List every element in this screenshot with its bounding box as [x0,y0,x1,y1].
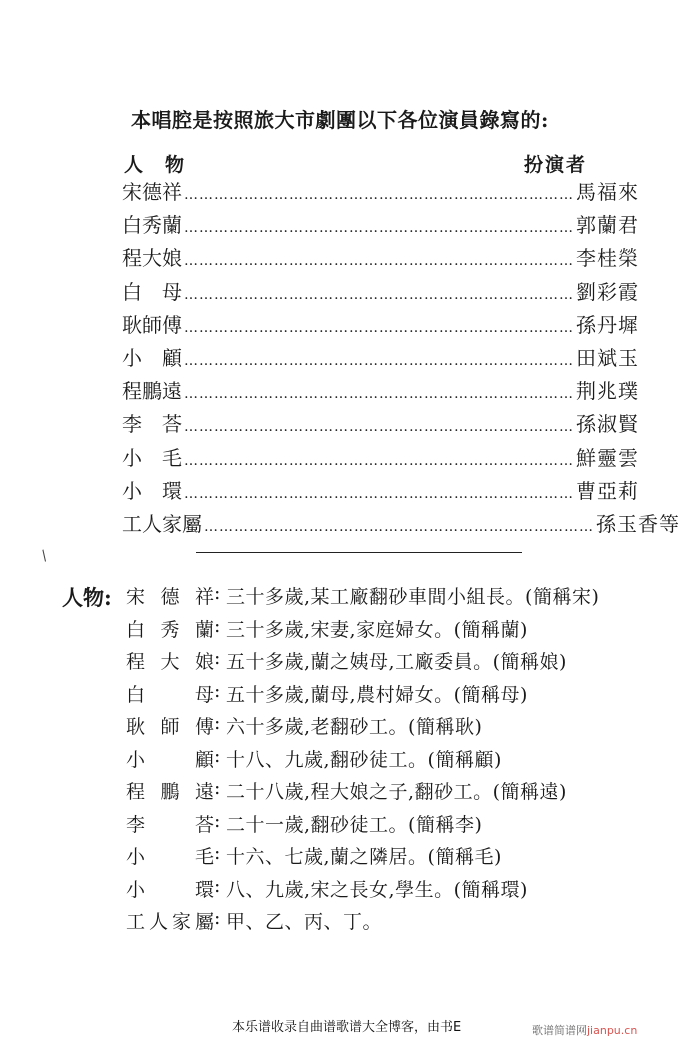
colon: : [214,614,221,637]
person-description: 二十八歲,程大娘之子,翻砂工。(簡稱遠) [226,781,567,803]
person-description: 三十多歲,宋妻,家庭婦女。(簡稱蘭) [226,618,528,641]
person-description: 二十一歲,翻砂徒工。(簡稱李) [226,813,483,836]
person-row [126,842,646,875]
colon: : [214,842,221,864]
persons-label: 人物: [62,585,112,610]
colon: : [214,582,221,604]
cast-row [122,176,639,209]
person-row [126,647,646,680]
cast-row [122,475,639,508]
cast-row [122,375,639,408]
cast-role: 小 顧 [122,345,182,370]
person-description: 甲、乙、丙、丁。 [226,911,383,933]
cast-role: 程大娘 [122,246,182,271]
person-row [126,680,646,713]
person-row [126,777,646,810]
cast-actor: 馬福來 [576,180,639,204]
cast-row [122,276,639,309]
person-name: 白 母 [126,683,214,706]
colon: : [214,874,221,897]
person-name: 小 毛 [126,846,214,868]
persons-list [126,582,646,940]
person-description: 十六、七歲,蘭之隣居。(簡稱毛) [226,846,502,868]
colon: : [214,809,221,832]
leader-dots: …………………………………………………………………… [184,220,574,237]
cast-role: 耿師傅 [122,312,182,337]
watermark-prefix: 歌谱简谱网 [532,1024,587,1037]
column-header-role: 人物 [124,154,207,176]
leader-dots: …………………………………………………………………… [184,319,574,336]
person-name: 程大娘 [126,651,214,673]
stray-mark: / [38,547,51,565]
person-name: 工人家屬 [126,911,214,933]
cast-actor: 孫玉香等 [596,511,680,536]
cast-actor: 鮮靈雲 [576,445,639,470]
person-name: 小 環 [126,878,214,901]
colon: : [214,712,221,734]
cast-role: 宋德祥 [122,180,182,204]
person-name: 小 顧 [126,748,214,771]
cast-role: 白 母 [122,279,182,304]
person-name: 宋德祥 [126,586,214,608]
site-watermark [532,1022,637,1038]
person-name: 耿師傅 [126,716,214,738]
cast-role: 小 環 [122,478,182,503]
person-row [126,745,646,778]
person-description: 六十多歲,老翻砂工。(簡稱耿) [226,716,483,738]
footer-note: 本乐谱收录自曲谱歌谱大全博客，由书E [232,1020,462,1035]
person-description: 五十多歲,蘭之姨母,工廠委員。(簡稱娘) [226,651,567,673]
cast-actor: 李桂榮 [576,246,639,271]
cast-actor: 郭蘭君 [576,213,639,238]
leader-dots: …………………………………………………………………… [184,187,574,203]
cast-actor: 曹亞莉 [576,478,639,503]
cast-role: 程鵬遠 [122,379,182,404]
leader-dots: …………………………………………………………………… [184,386,574,403]
person-row [126,875,646,908]
column-header-actor: 扮演者 [524,154,588,176]
person-description: 八、九歲,宋之長女,學生。(簡稱環) [226,878,528,901]
cast-row [122,442,639,475]
leader-dots: …………………………………………………………………… [184,352,574,369]
leader-dots: …………………………………………………………………… [184,485,574,502]
section-divider [196,552,522,553]
colon: : [214,907,221,929]
person-description: 五十多歲,蘭母,農村婦女。(簡稱母) [226,683,528,706]
cast-row [122,242,639,275]
person-row [126,712,646,745]
colon: : [214,744,221,767]
cast-row [122,209,639,242]
leader-dots: …………………………………………………………………… [204,518,594,535]
person-row [126,907,646,940]
leader-dots: …………………………………………………………………… [184,253,574,270]
cast-row [122,309,639,342]
credits-heading: 本唱腔是按照旅大市劇團以下各位演員錄寫的: [131,108,549,132]
person-name: 程鵬遠 [126,781,214,803]
cast-actor: 孫丹墀 [576,312,639,337]
person-row [126,615,646,648]
leader-dots: …………………………………………………………………… [184,286,574,303]
cast-role: 李 荅 [122,412,182,437]
colon: : [214,679,221,702]
person-name: 白秀蘭 [126,618,214,641]
cast-list [122,176,680,541]
cast-role: 白秀蘭 [122,213,182,238]
cast-actor: 荆兆璞 [576,379,639,404]
person-name: 李 荅 [126,813,214,836]
watermark-brand: jianpu.cn [587,1024,638,1037]
leader-dots: …………………………………………………………………… [184,419,574,436]
cast-role: 工人家屬 [122,511,202,536]
cast-row [122,408,639,441]
leader-dots: …………………………………………………………………… [184,452,574,469]
person-description: 十八、九歲,翻砂徒工。(簡稱顧) [226,748,502,771]
cast-actor: 劉彩霞 [576,279,639,304]
person-description: 三十多歲,某工廠翻砂車間小組長。(簡稱宋) [226,586,600,608]
cast-actor: 田斌玉 [576,345,639,370]
cast-role: 小 毛 [122,445,182,470]
cast-actor: 孫淑賢 [576,412,639,437]
person-row [126,810,646,843]
cast-row [122,508,680,541]
person-row [126,582,646,615]
colon: : [214,647,221,669]
colon: : [214,777,221,799]
cast-row [122,342,639,375]
